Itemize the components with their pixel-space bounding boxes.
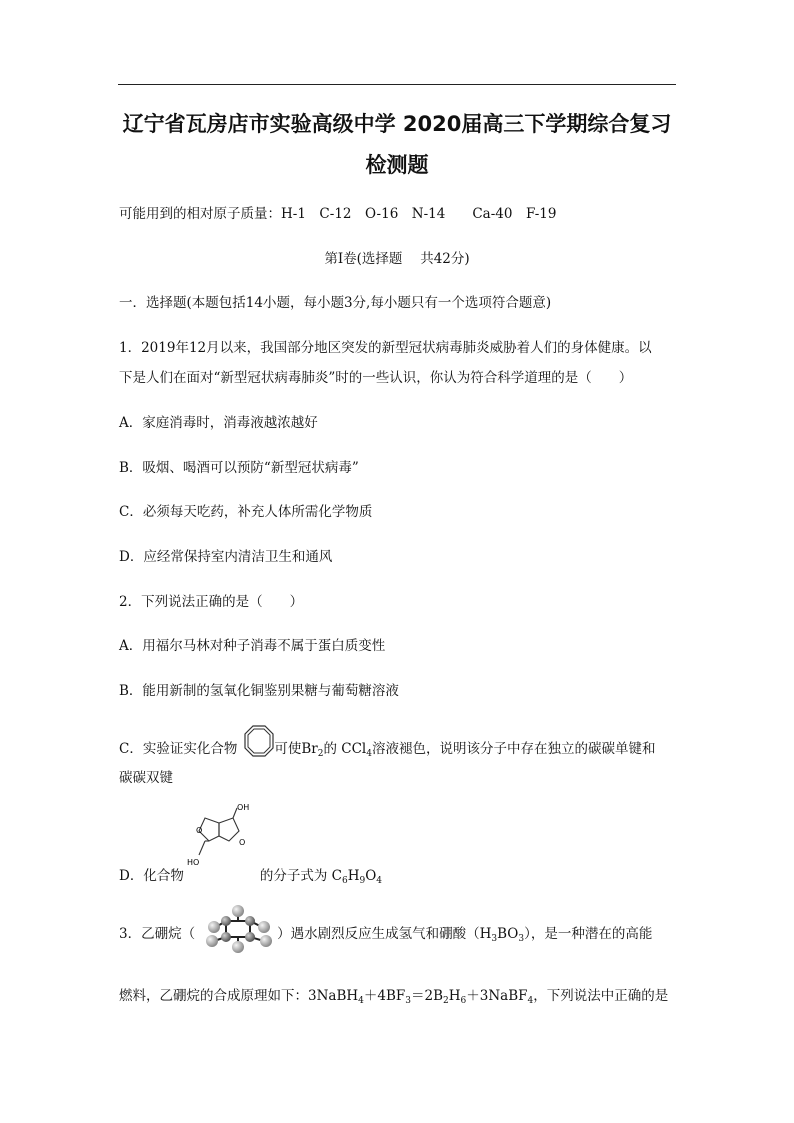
q1-option-d: D．应经常保持室内清洁卫生和通风 bbox=[119, 549, 333, 565]
q2-stem: 2．下列说法正确的是（ ） bbox=[119, 594, 304, 610]
q2-option-c-line2: 碳碳双键 bbox=[119, 770, 173, 786]
q3-eq-term: ＋3NaBF bbox=[466, 988, 528, 1004]
q2-option-a: A．用福尔马林对种子消毒不属于蛋白质变性 bbox=[119, 638, 386, 654]
q2-option-c-text: 可使Br bbox=[274, 741, 318, 757]
subscript: 2 bbox=[443, 996, 449, 1006]
svg-text:O: O bbox=[239, 838, 246, 847]
q2-option-c-suffix: 溶液褪色，说明该分子中存在独立的碳碳单键和 bbox=[371, 741, 656, 757]
part-heading: 一．选择题(本题包括14小题，每小题3分,每小题只有一个选项符合题意) bbox=[119, 295, 552, 311]
subscript: 4 bbox=[376, 876, 383, 886]
q1-option-c: C．必须每天吃药，补充人体所需化学物质 bbox=[119, 504, 373, 520]
q1-option-a: A．家庭消毒时，消毒液越浓越好 bbox=[119, 415, 318, 431]
q3-eq-term: H bbox=[448, 988, 461, 1004]
subscript: 3 bbox=[405, 996, 412, 1006]
q2-option-d-suffix: 的分子式为 C bbox=[259, 868, 342, 884]
q1-stem-line2: 下是人们在面对“新型冠状病毒肺炎”时的一些认识，你认为符合科学道理的是（ ） bbox=[119, 370, 633, 386]
q1-option-b: B．吸烟、喝酒可以预防“新型冠状病毒” bbox=[119, 460, 359, 476]
subscript: 4 bbox=[366, 749, 372, 759]
q3-eq-term: ＝2B bbox=[411, 988, 444, 1004]
formula-h: H bbox=[347, 868, 360, 884]
oh-top-label: OH bbox=[237, 803, 250, 812]
q3-stem-suffix: ），是一种潜在的高能 bbox=[524, 926, 653, 942]
q2-option-d-line bbox=[119, 864, 382, 884]
q3-stem-line2 bbox=[119, 984, 668, 1004]
subscript: 4 bbox=[527, 996, 534, 1006]
atomic-masses: 可能用到的相对原子质量：H-1 C-12 O-16 N-14 Ca-40 F-19 bbox=[119, 206, 557, 222]
subscript: 6 bbox=[460, 996, 467, 1006]
svg-text:O: O bbox=[196, 826, 203, 835]
oh-left-label: HO bbox=[187, 858, 200, 867]
subscript: 4 bbox=[358, 996, 364, 1006]
q2-option-d-prefix: D．化合物 bbox=[119, 868, 184, 884]
subscript: 3 bbox=[518, 934, 525, 944]
page-title-line2: 检测题 bbox=[365, 153, 429, 177]
q3-eq-prefix: 燃料，乙硼烷的合成原理如下：3NaBH bbox=[119, 988, 359, 1004]
formula-o: O bbox=[365, 868, 377, 884]
section-title: 第Ⅰ卷(选择题 共42分) bbox=[324, 251, 470, 267]
q3-stem-mid: ）遇水剧烈反应生成氢气和硼酸（H bbox=[277, 926, 492, 942]
q3-eq-term: ＋4BF bbox=[363, 988, 406, 1004]
q2-option-c-text: 的 CCl bbox=[323, 741, 367, 757]
subscript: 9 bbox=[359, 876, 366, 886]
diborane-ball-model bbox=[198, 903, 280, 953]
cyclooctatetraene-structure bbox=[240, 722, 278, 762]
q2-option-b: B．能用新制的氢氧化铜鉴别果糖与葡萄糖溶液 bbox=[119, 683, 399, 699]
header-rule bbox=[118, 84, 676, 85]
subscript: 2 bbox=[317, 749, 324, 759]
q1-stem-line1: 1．2019年12月以来，我国部分地区突发的新型冠状病毒肺炎威胁着人们的身体健康。以 bbox=[119, 340, 652, 356]
page-title-line1: 辽宁省瓦房店市实验高级中学 2020届高三下学期综合复习 bbox=[122, 112, 672, 136]
q2-option-c-prefix: C．实验证实化合物 bbox=[119, 741, 238, 757]
formula-bo: BO bbox=[497, 926, 519, 942]
q3-eq-suffix: ，下列说法中正确的是 bbox=[533, 988, 669, 1004]
q3-stem-prefix: 3．乙硼烷（ bbox=[119, 926, 196, 942]
subscript: 3 bbox=[491, 934, 498, 944]
q2-option-c-line1 bbox=[119, 737, 655, 757]
subscript: 6 bbox=[341, 876, 348, 886]
